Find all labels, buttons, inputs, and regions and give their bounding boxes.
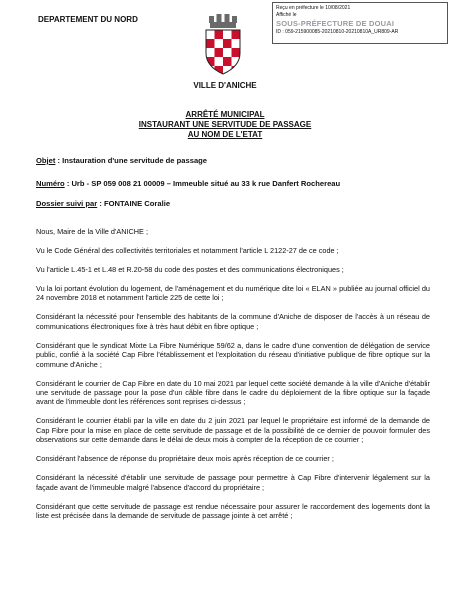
case-officer-label: Dossier suivi par — [36, 199, 98, 208]
decree-title-line-3: AU NOM DE L'ETAT — [187, 130, 263, 139]
body-paragraph: Considérant la nécessité pour l'ensemble des habitants de la commune d'Aniche de disposer de l'accès à un réseau de communications électroniques fixe à très haut débit en fibre optique ; — [36, 312, 430, 331]
crown-icon — [209, 14, 237, 28]
town-name: VILLE D'ANICHE — [193, 81, 257, 90]
body-paragraph: Vu la loi portant évolution du logement, de l'aménagement et du numérique dite loi « ELAN » publiée au journal officiel du 24 novembre 2018 et notamment l'article 225 de cette loi ; — [36, 284, 430, 303]
subject-value: : Instauration d'une servitude de passage — [55, 156, 208, 165]
decree-title-line-1: ARRÊTÉ MUNICIPAL — [185, 110, 265, 119]
stamp-id-line: ID : 059-215900085-20210810-20210810A_UR809-AR — [276, 28, 399, 35]
decree-title-line-2: INSTAURANT UNE SERVITUDE DE PASSAGE — [138, 120, 312, 129]
case-officer-value: : FONTAINE Coralie — [97, 199, 171, 208]
body-paragraph: Vu l'article L.45-1 et L.48 et R.20-58 du code des postes et des communications électroniques ; — [36, 265, 344, 274]
body-paragraph: Considérant que cette servitude de passage est rendue nécessaire pour assurer le raccordement des logements dont la liste est précisée dans la demande de servitude de passage jointe à cet arrêté ; — [36, 501, 430, 521]
body-paragraph: Considérant le courrier établi par la ville en date du 2 juin 2021 par lequel le propriétaire est informé de la demande de Cap Fibre pour la mise en place de cette servitude de passage et de la possibilité de ce dernier de pouvoir formuler des observations sur cette demande dans le délai de deux mois à compter de la réception de ce courrier ; — [36, 416, 430, 445]
stamp-received-line: Reçu en préfecture le 10/08/2021 — [276, 5, 351, 11]
case-officer-line — [36, 199, 170, 208]
subject-label: Objet — [36, 156, 56, 165]
coat-of-arms-icon — [201, 13, 245, 75]
body-paragraph: Considérant la nécessité d'établir une servitude de passage pour permettre à Cap Fibre d'intervenir légalement sur la façade avant de l'immeuble malgré l'absence d'accord du propriétaire ; — [36, 473, 430, 492]
body-paragraph: Considérant que le syndicat Mixte La Fibre Numérique 59/62 a, dans le cadre d'une convention de délégation de service public, confié à la société Cap Fibre l'établissement et l'exploitation du réseau d'initiative publique de fibre optique sur la commune d'Aniche ; — [36, 340, 430, 369]
department-heading: DEPARTEMENT DU NORD — [38, 15, 138, 24]
body-paragraph: Nous, Maire de la Ville d'ANICHE ; — [36, 227, 148, 236]
stamp-sous-prefecture-overlay: SOUS-PRÉFECTURE DE DOUAI — [276, 18, 395, 28]
body-paragraph: Vu le Code Général des collectivités territoriales et notamment l'article L 2122-27 de ce code ; — [36, 246, 339, 255]
reference-number-label: Numéro — [36, 179, 65, 188]
decree-title — [0, 110, 450, 140]
prefecture-receipt-stamp — [272, 2, 448, 44]
reference-number-value: : Urb - SP 059 008 21 00009 – Immeuble situé au 33 k rue Danfert Rochereau — [64, 179, 341, 188]
reference-number-line — [36, 179, 340, 188]
body-paragraph: Considérant le courrier de Cap Fibre en date du 10 mai 2021 par lequel cette société demande à la ville d'Aniche d'établir une servitude de passage pour la pose d'un câble fibre dans le cadre du déploiement de la fibre optique sur la façade avant de l'immeuble dont les références sont reprises ci-dessus ; — [36, 378, 430, 407]
decree-body — [36, 227, 430, 530]
body-paragraph: Considérant l'absence de réponse du propriétaire deux mois après réception de ce courrier ; — [36, 454, 334, 464]
stamp-posted-line: Affiché le — [276, 11, 297, 18]
subject-line — [36, 156, 207, 165]
